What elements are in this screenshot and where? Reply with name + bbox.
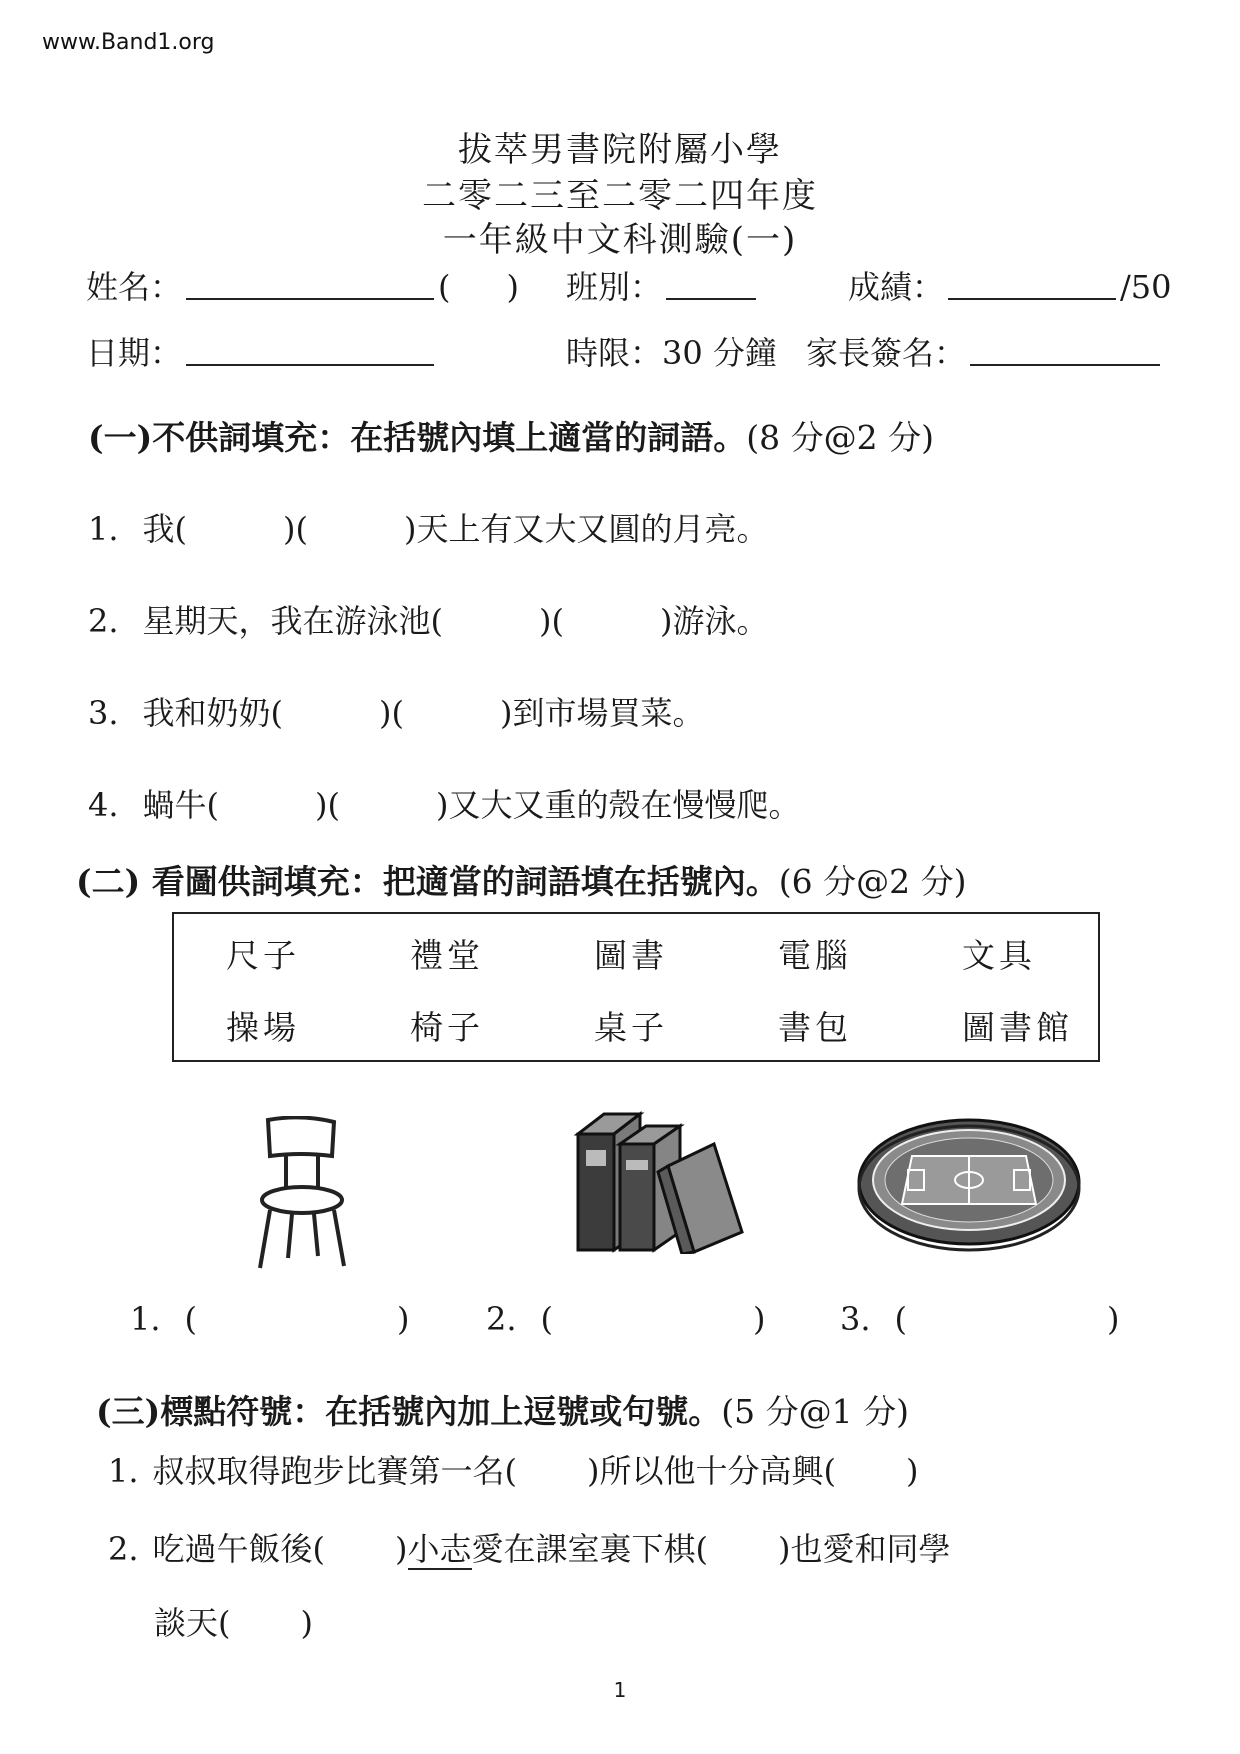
sports-field-picture [856, 1110, 1082, 1260]
score-total: /50 [1120, 268, 1172, 306]
watermark-url: www.Band1.org [42, 30, 215, 55]
books-picture [574, 1104, 744, 1254]
answer-number: 1. [130, 1300, 161, 1338]
section1-points: (8 分@2 分) [746, 418, 934, 457]
question-text: 愛在課室裏下棋( [471, 1530, 709, 1568]
class-blank[interactable] [666, 297, 756, 300]
date-field [86, 328, 438, 374]
paren-open: ( [184, 1300, 198, 1338]
score-label: 成績： [848, 268, 945, 306]
section1-question-1 [88, 504, 769, 550]
date-label: 日期： [86, 334, 183, 372]
question-text: 吃過午飯後( [152, 1530, 326, 1568]
paren-open: ( [540, 1300, 554, 1338]
answer-number: 3. [840, 1300, 871, 1338]
paren-close: ) [397, 1300, 410, 1338]
question-text: )所以他十分高興( [587, 1452, 837, 1490]
question-text: )( [379, 694, 404, 732]
section3-question-1 [108, 1446, 919, 1492]
question-text: )( [283, 510, 308, 548]
word-bank-item: 桌子 [594, 1008, 668, 1047]
word-bank-item: 文具 [962, 936, 1036, 975]
section1-title: (一)不供詞填充：在括號內填上適當的詞語。 [88, 418, 747, 457]
parent-signature-field [806, 328, 1164, 374]
section3-question-2 [108, 1524, 951, 1570]
section3-question-2-continued [154, 1598, 313, 1644]
word-bank-item: 操場 [226, 1008, 300, 1047]
question-text: )天上有又大又圓的月亮。 [404, 510, 769, 548]
class-number-open: ( [438, 268, 451, 306]
question-number: 3. [88, 694, 119, 732]
question-text: )也愛和同學 [778, 1530, 951, 1568]
paren-close: ) [753, 1300, 766, 1338]
question-number: 1. [108, 1452, 139, 1490]
section1-question-2 [88, 596, 769, 642]
section1-question-4 [88, 780, 801, 826]
question-text: )又大又重的殼在慢慢爬。 [436, 786, 801, 824]
parent-signature-blank[interactable] [970, 363, 1160, 366]
question-text: 叔叔取得跑步比賽第一名( [152, 1452, 518, 1490]
question-number: 1. [88, 510, 119, 548]
page-number: 1 [613, 1678, 627, 1702]
question-text: 我( [142, 510, 188, 548]
class-field [566, 262, 760, 308]
score-blank[interactable] [948, 297, 1116, 300]
question-text: 星期天，我在游泳池( [142, 602, 444, 640]
question-text: ) [300, 1604, 313, 1642]
date-blank[interactable] [186, 363, 434, 366]
question-text: 蝸牛( [142, 786, 220, 824]
name-field [86, 262, 519, 308]
picture-answer-1 [130, 1300, 410, 1338]
section3-heading [96, 1386, 909, 1433]
proper-name: 小志 [407, 1530, 472, 1568]
name-label: 姓名： [86, 268, 183, 306]
question-text: )到市場買菜。 [500, 694, 705, 732]
section3-title: (三)標點符號：在括號內加上逗號或句號。 [96, 1392, 722, 1431]
question-text: 我和奶奶( [142, 694, 284, 732]
exam-title: 一年級中文科測驗(一) [442, 220, 798, 260]
paren-open: ( [894, 1300, 908, 1338]
picture-answer-2 [486, 1300, 766, 1338]
class-label: 班別： [566, 268, 663, 306]
parent-signature-label: 家長簽名： [806, 334, 967, 372]
name-blank[interactable] [186, 297, 434, 300]
word-bank-item: 圖書館 [962, 1008, 1073, 1047]
word-bank-item: 禮堂 [410, 936, 484, 975]
question-number: 4. [88, 786, 119, 824]
section1-question-3 [88, 688, 705, 734]
class-number-close: ) [506, 268, 519, 306]
word-bank-item: 電腦 [778, 936, 852, 975]
word-bank-item: 尺子 [226, 936, 300, 975]
section2-title: (二) 看圖供詞填充：把適當的詞語填在括號內。 [76, 862, 779, 901]
score-field [848, 262, 1172, 308]
question-number: 2. [88, 602, 119, 640]
question-text: )( [539, 602, 564, 640]
word-bank-item: 椅子 [410, 1008, 484, 1047]
word-bank-item: 圖書 [594, 936, 668, 975]
section3-points: (5 分@1 分) [721, 1392, 909, 1431]
section2-points: (6 分@2 分) [778, 862, 967, 901]
section1-heading [88, 412, 934, 459]
question-text: )游泳。 [660, 602, 769, 640]
question-text: )( [315, 786, 340, 824]
chair-picture [246, 1116, 356, 1274]
time-limit: 時限：30 分鐘 [566, 334, 777, 372]
word-bank-item: 書包 [778, 1008, 852, 1047]
question-text: ) [395, 1530, 408, 1568]
section2-heading [76, 856, 966, 903]
answer-number: 2. [486, 1300, 517, 1338]
question-text: ) [906, 1452, 919, 1490]
paren-close: ) [1107, 1300, 1120, 1338]
question-text: 談天( [154, 1604, 231, 1642]
school-name: 拔萃男書院附屬小學 [458, 130, 782, 170]
picture-answer-3 [840, 1300, 1120, 1338]
school-year: 二零二三至二零二四年度 [422, 176, 818, 216]
question-number: 2. [108, 1530, 139, 1568]
